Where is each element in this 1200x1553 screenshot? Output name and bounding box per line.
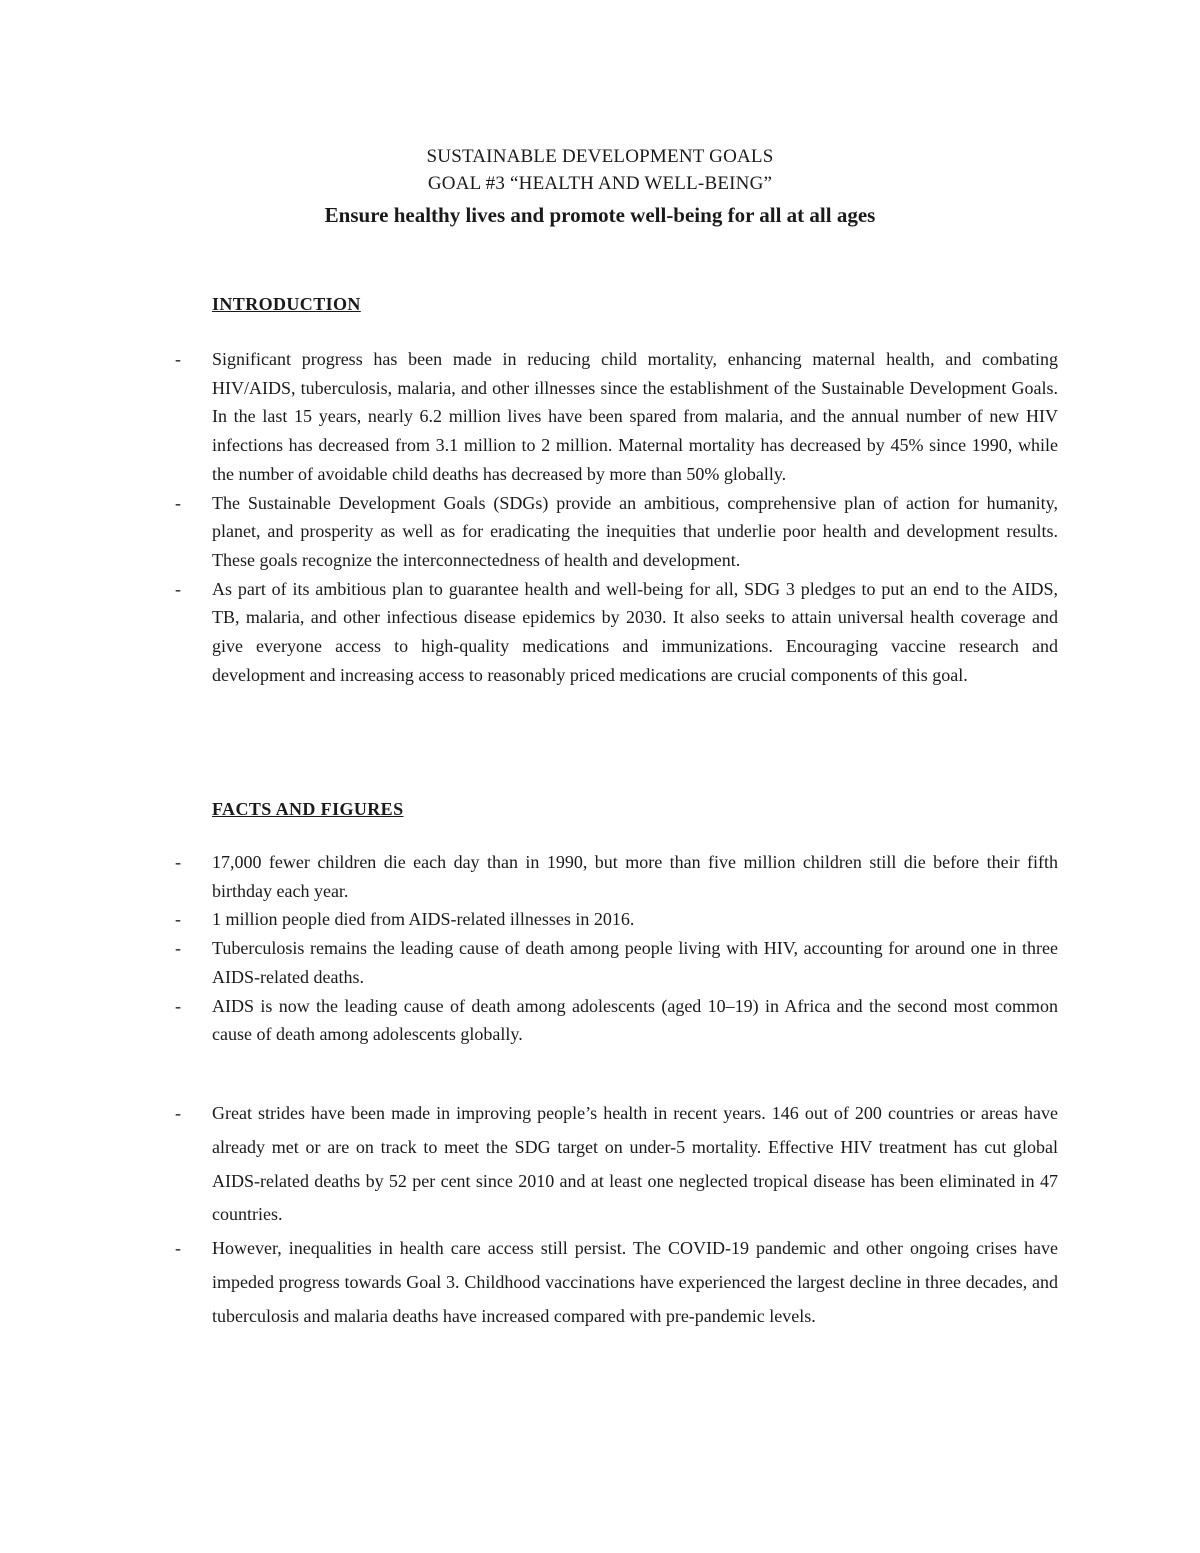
bullet-dash: - (175, 938, 181, 959)
bullet-dash: - (175, 1103, 181, 1123)
additional-facts-list (0, 1097, 1200, 1334)
facts-heading: FACTS AND FIGURES (212, 799, 404, 819)
title-block (0, 143, 1200, 232)
bullet-dash: - (175, 1238, 181, 1259)
list-item-text: Great strides have been made in improving people’s health in recent years. 146 out of 200 countries or areas have already met or are on track to meet the SDG target on under-5 mortality. Effective HIV treatment has cut global AIDS-related deaths by 52 per cent since 2010 and at least one neglected tropical disease has been eliminated in 47 countries. (212, 1103, 1058, 1225)
list-item (0, 934, 1058, 991)
list-item-text: As part of its ambitious plan to guarantee health and well-being for all, SDG 3 pledges to put an end to the AIDS, TB, malaria, and other infectious disease epidemics by 2030. It also seeks to attain universal health coverage and give everyone access to high-quality medications and immunizations. Encouraging vaccine research and development and increasing access to reasonably priced medications are crucial components of this goal. (212, 578, 1058, 685)
list-item-text: 1 million people died from AIDS-related illnesses in 2016. (212, 909, 635, 930)
list-item (0, 489, 1058, 575)
goal-title: GOAL #3 “HEALTH AND WELL-BEING” (427, 173, 773, 194)
list-item-text: Significant progress has been made in reducing child mortality, enhancing maternal health, and combating HIV/AIDS, tuberculosis, malaria, and other illnesses since the establishment of the Sustainable Development Goals. In the last 15 years, nearly 6.2 million lives have been spared from malaria, and the annual number of new HIV infections has decreased from 3.1 million to 2 million. Maternal mortality has decreased by 45% since 1990, while the number of avoidable child deaths has decreased by more than 50% globally. (212, 349, 1058, 484)
list-item (0, 992, 1058, 1049)
list-item (0, 1097, 1058, 1232)
bullet-dash: - (175, 852, 181, 872)
list-item (0, 1232, 1058, 1333)
bullet-dash: - (175, 492, 181, 513)
bullet-dash: - (175, 909, 181, 930)
document-title: SUSTAINABLE DEVELOPMENT GOALS (426, 146, 774, 167)
list-item-text: However, inequalities in health care access still persist. The COVID-19 pandemic and other ongoing crises have impeded progress towards Goal 3. Childhood vaccinations have experienced the largest decline in three decades, and tuberculosis and malaria deaths have increased compared with pre-pandemic levels. (212, 1238, 1058, 1326)
goal-subtitle: Ensure healthy lives and promote well-being for all at all ages (324, 203, 876, 227)
facts-list (0, 848, 1200, 1049)
list-item-text: AIDS is now the leading cause of death among adolescents (aged 10–19) in Africa and the second most common cause of death among adolescents globally. (212, 995, 1058, 1045)
list-item-text: 17,000 fewer children die each day than in 1990, but more than five million children still die before their fifth birthday each year. (212, 852, 1058, 901)
list-item (0, 905, 1058, 934)
introduction-list (0, 345, 1200, 689)
bullet-dash: - (175, 995, 181, 1016)
list-item (0, 575, 1058, 690)
bullet-dash: - (175, 349, 181, 369)
list-item (0, 345, 1058, 489)
introduction-heading: INTRODUCTION (212, 294, 361, 314)
bullet-dash: - (175, 578, 181, 599)
list-item (0, 848, 1058, 905)
list-item-text: The Sustainable Development Goals (SDGs) provide an ambitious, comprehensive plan of action for humanity, planet, and prosperity as well as for eradicating the inequities that underlie poor health and development results. These goals recognize the interconnectedness of health and development. (212, 492, 1058, 570)
list-item-text: Tuberculosis remains the leading cause of death among people living with HIV, accounting for around one in three AIDS-related deaths. (212, 938, 1058, 987)
